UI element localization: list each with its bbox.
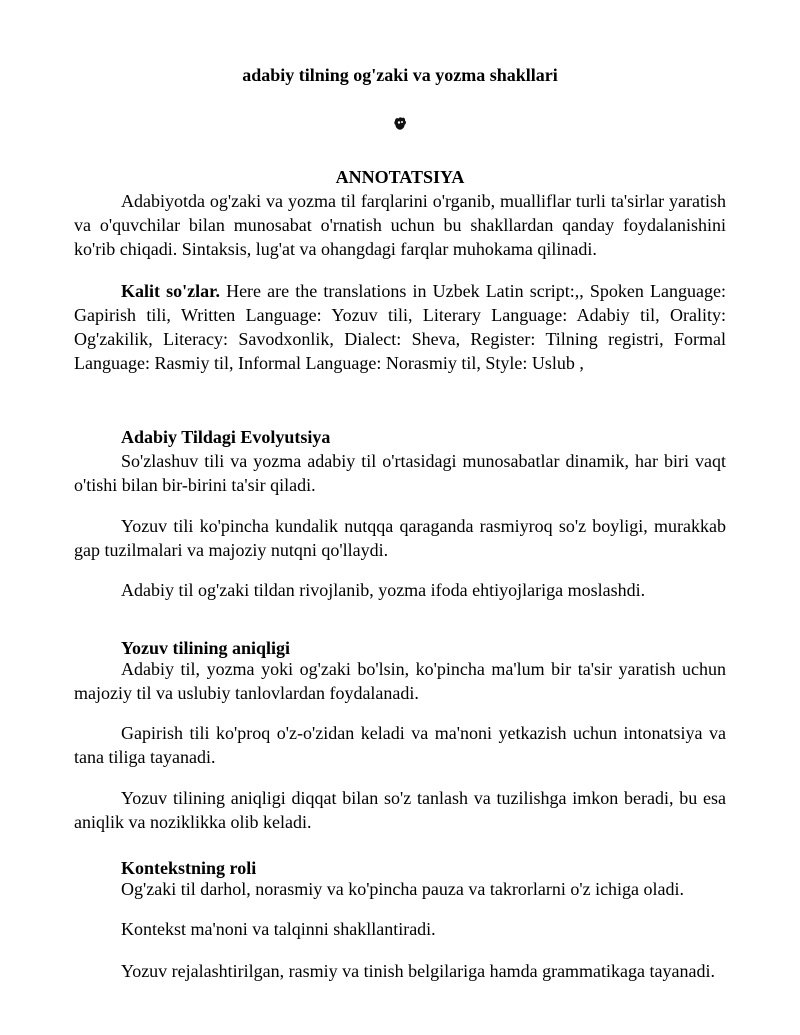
section-paragraph: Yozuv rejalashtirilgan, rasmiy va tinish belgilariga hamda grammatikaga tayanadi. [121, 961, 715, 981]
annotation-paragraph: Adabiyotda og'zaki va yozma til farqlarini o'rganib, mualliflar turli ta'sirlar yaratish va o'quvchilar bilan munosabat o'rnatish uchun bu shakllardan qanday foydalanishini ko'rib chiqadi. Sintaksis, lug'at va ohangdagi farqlar muhokama qilinadi. [74, 191, 726, 259]
section-paragraph: So'zlashuv tili va yozma adabiy til o'rtasidagi munosabatlar dinamik, har biri vaqt o'tishi bilan bir-birini ta'sir qiladi. [74, 451, 726, 495]
brand-mark-icon [392, 116, 408, 132]
annotation-heading: ANNOTATSIYA [335, 167, 465, 187]
section-paragraph: Adabiy til og'zaki tildan rivojlanib, yozma ifoda ehtiyojlariga moslashdi. [121, 580, 646, 600]
section-paragraph: Yozuv tili ko'pincha kundalik nutqqa qaraganda rasmiyroq so'z boyligi, murakkab gap tuzilmalari va majoziy nutqni qo'llaydi. [74, 516, 726, 560]
section-heading: Adabiy Tildagi Evolyutsiya [121, 427, 331, 447]
section-paragraph: Adabiy til, yozma yoki og'zaki bo'lsin, ko'pincha ma'lum bir ta'sir yaratish uchun majoziy til va uslubiy tanlovlardan foydalanadi. [74, 659, 726, 703]
section-paragraph: Gapirish tili ko'proq o'z-o'zidan keladi va ma'noni yetkazish uchun intonatsiya va tana tiliga tayanadi. [74, 723, 726, 767]
section-paragraph: Yozuv tilining aniqligi diqqat bilan so'z tanlash va tuzilishga imkon beradi, bu esa aniqlik va noziklikka olib keladi. [74, 788, 726, 832]
section-heading: Kontekstning roli [121, 858, 257, 878]
keywords-paragraph [74, 279, 726, 375]
section-heading: Yozuv tilining aniqligi [121, 638, 291, 658]
section-paragraph: Og'zaki til darhol, norasmiy va ko'pincha pauza va takrorlarni o'z ichiga oladi. [121, 879, 685, 899]
keywords-label: Kalit so'zlar. [121, 281, 220, 301]
keywords-text: Here are the translations in Uzbek Latin script:,, Spoken Language: Gapirish tili, Written Language: Yozuv tili, Literary Language: Adabiy til, Orality: Og'zakilik, Literacy: Savodxonlik, Dialect: Sheva, Register: Tilning registri, Formal Language: Rasmiy til, Informal Language: Norasmiy til, Style: Uslub , [74, 281, 726, 373]
document-title: adabiy tilning og'zaki va yozma shakllari [242, 65, 558, 85]
section-paragraph: Kontekst ma'noni va talqinni shakllantiradi. [121, 919, 436, 939]
